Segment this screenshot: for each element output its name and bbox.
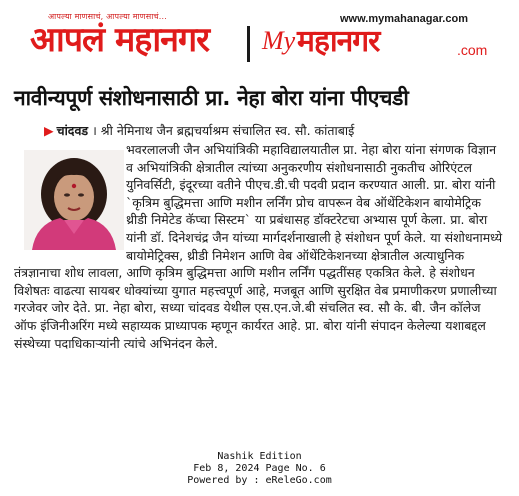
website-url[interactable]: www.mymahanagar.com — [340, 13, 468, 25]
author-photo — [24, 150, 124, 250]
article-first-line — [44, 122, 354, 139]
my-mahanagar-logo-prefix: My — [262, 26, 296, 55]
article-lead: । श्री नेमिनाथ जैन ब्रह्मचर्याश्रम संचालित स्व. सौ. कांताबाई — [92, 123, 355, 138]
my-mahanagar-logo-main: महानगर — [297, 24, 380, 59]
masthead — [0, 0, 519, 72]
dateline: चांदवड — [56, 123, 89, 138]
powered-by: Powered by : eReleGo.com — [187, 475, 332, 486]
arrow-right-icon: ▶ — [44, 123, 54, 138]
my-mahanagar-logo-suffix: .com — [457, 42, 488, 58]
footer — [0, 451, 519, 487]
apla-mahanagar-logo: आपलं महानगर — [30, 20, 210, 60]
edition-name: Nashik Edition — [217, 451, 302, 462]
logo-divider — [247, 26, 250, 62]
portrait-image — [24, 150, 124, 250]
article-body-text: भवरलालजी जैन अभियांत्रिकी महाविद्यालयातील प्रा. नेहा बोरा यांना संगणक विज्ञान व अभियांत्रिकी क्षेत्रातील त्यांच्या अनुकरणीय संशोधनासाठी नुकतीच ओरिएंटल युनिवर्सिटी, इंदूरच्या वतीने पीएच.डी.ची पदवी प्रदान करण्यात आली. प्रा. बोरा यांनी `कृत्रिम बुद्धिमत्ता आणि मशीन लर्निंग प्रोच वापरून वेब ऑथेंटिकेशन बायोमेट्रिक थ्रीडी निमेटेड कॅप्चा सिस्टम` या प्रबंधासह डॉक्टरेटचा अभ्यास पूर्ण केला. प्रा. बोरा यांनी डॉ. दिनेशचंद्र जैन यांच्या मार्गदर्शनाखाली हे संशोधन पूर्ण केले. या संशोधनामध्ये बायोमेट्रिक्स, थ्रीडी निमेशन आणि वेब ऑथेंटिकेशनच्या क्षेत्रातील अत्याधुनिक तंत्रज्ञानाचा शोध लावला, आणि कृत्रिम बुद्धिमत्ता आणि मशीन लर्निंग पद्धतींसह एकत्रित केले. हे संशोधन विशेषतः वाढत्या सायबर धोक्यांच्या युगात महत्त्वपूर्ण आहे, मजबूत आणि सुरक्षित वेब प्रमाणीकरण प्रणालीच्या गरजेवर जोर देते. प्रा. नेहा बोरा, सध्या चांदवड येथील एस.एन.जे.बी संचलित स्व. सौ के. बी. जैन कॉलेज ऑफ इंजिनीअरिंग मध्ये सहाय्यक प्राध्यापक म्हणून कार्यरत आहे. प्रा. बोरा यांनी संपादन केलेल्या यशाबद्दल संस्थेच्या पदाधिकाऱ्यांनी त्यांचे अभिनंदन केले. — [14, 142, 503, 351]
masthead-tagline: आपल्या माणसाचं, आपल्या माणसाचं... — [48, 12, 167, 21]
article-headline: नावीन्यपूर्ण संशोधनासाठी प्रा. नेहा बोरा यांना पीएचडी — [14, 86, 409, 110]
edition-date-page: Feb 8, 2024 Page No. 6 — [193, 463, 326, 474]
